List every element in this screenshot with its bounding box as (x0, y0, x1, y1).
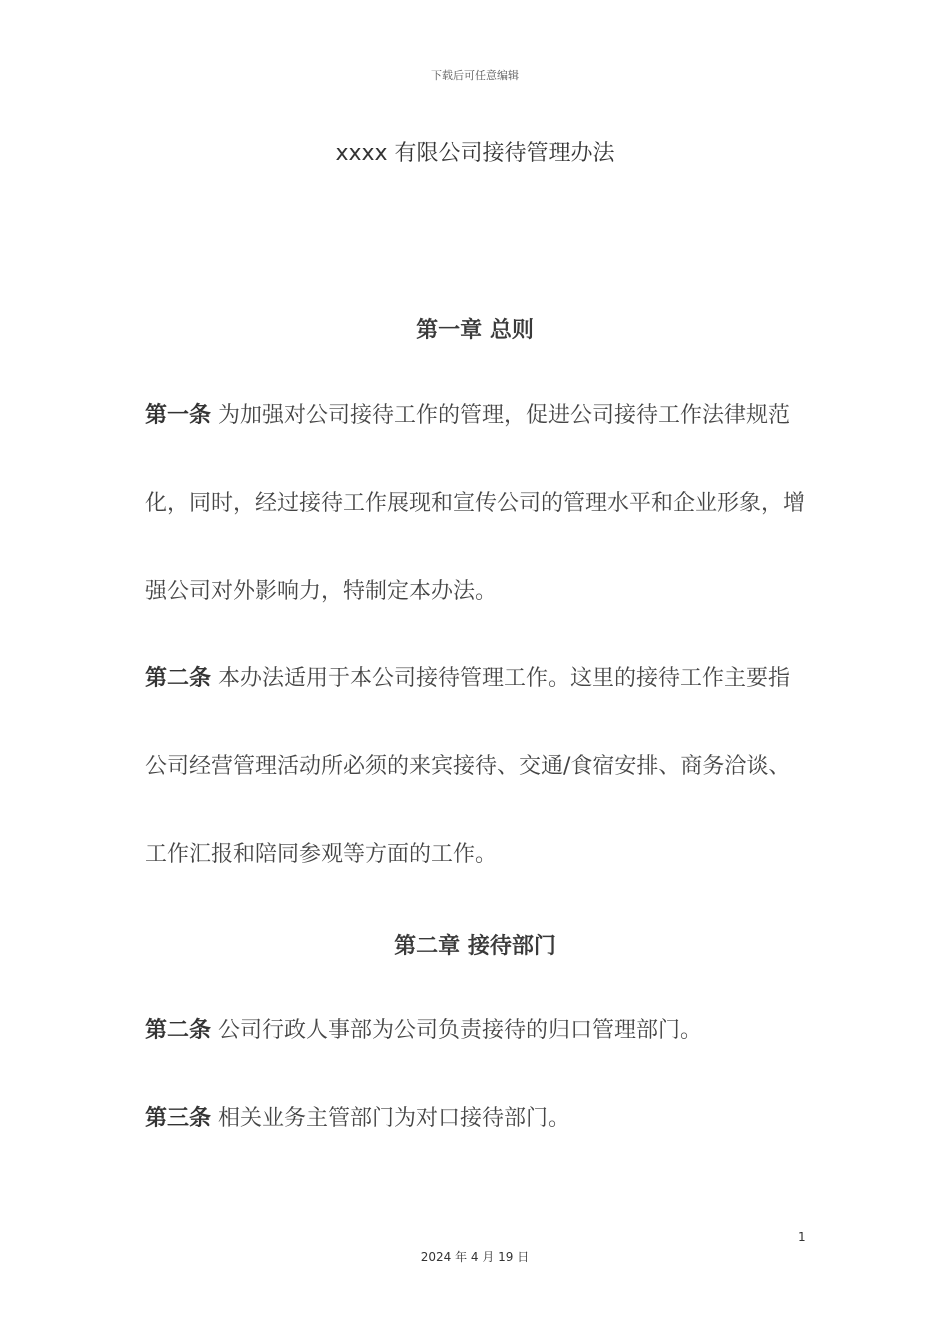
article-1-1 (145, 372, 805, 636)
chapter-heading-2: 第二章 接待部门 (394, 934, 556, 959)
header-note: 下载后可任意编辑 (431, 69, 519, 82)
article-text: 本办法适用于本公司接待管理工作。这里的接待工作主要指公司经营管理活动所必须的来宾接待、交通/食宿安排、商务洽谈、工作汇报和陪同参观等方面的工作。 (145, 666, 791, 867)
document-title: xxxx 有限公司接待管理办法 (335, 141, 615, 166)
article-text: 公司行政人事部为公司负责接待的归口管理部门。 (218, 1018, 703, 1043)
footer-date: 2024 年 4 月 19 日 (420, 1250, 530, 1264)
article-number: 第二条 (145, 1018, 212, 1043)
page-number: 1 (798, 1230, 806, 1244)
article-text: 相关业务主管部门为对口接待部门。 (218, 1106, 571, 1131)
article-2-1 (145, 987, 805, 1075)
article-text: 为加强对公司接待工作的管理，促进公司接待工作法律规范化，同时，经过接待工作展现和宣传公司的管理水平和企业形象，增强公司对外影响力，特制定本办法。 (145, 403, 806, 604)
chapter-heading-1: 第一章 总则 (416, 318, 534, 343)
article-number: 第二条 (145, 666, 212, 691)
article-2-2 (145, 1075, 805, 1163)
article-number: 第一条 (145, 403, 212, 428)
article-1-2 (145, 635, 805, 899)
article-number: 第三条 (145, 1106, 212, 1131)
